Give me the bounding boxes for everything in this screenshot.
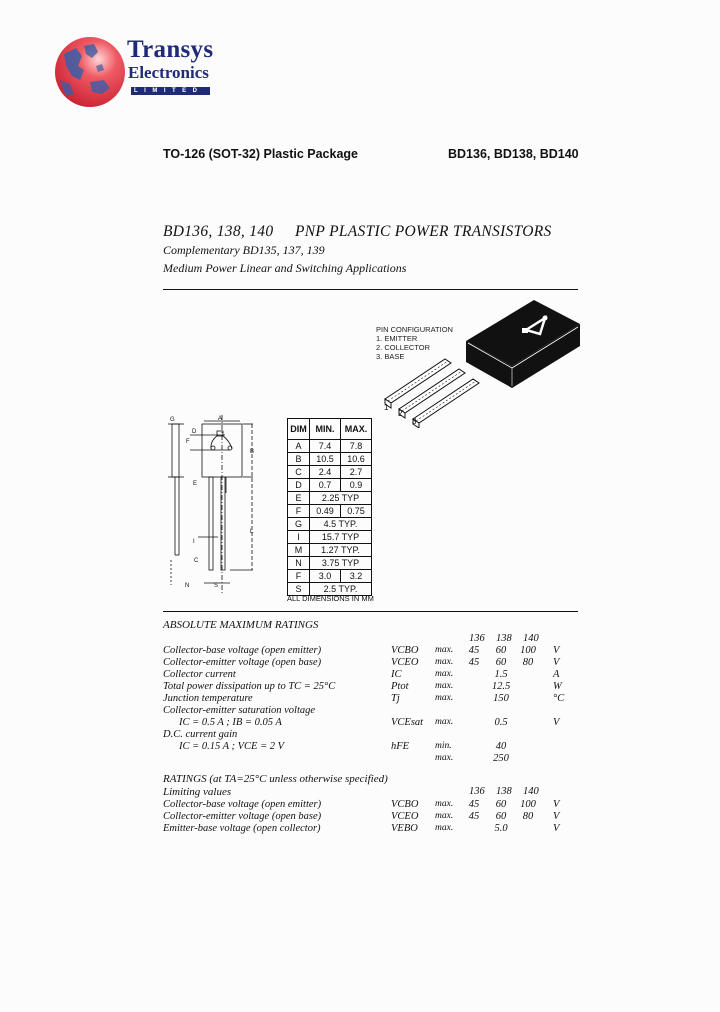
typ-cell: 1.27 TYP. [310,544,372,557]
rating-label: Emitter-base voltage (open collector) [163,823,321,834]
rating-value-140: 100 [520,645,536,656]
transistor-3d-drawing [380,296,580,428]
complementary-text: Complementary BD135, 137, 139 [163,243,325,257]
col-138: 138 [496,786,512,797]
dim-label-s: S [214,583,219,589]
dim-cell: A [288,440,310,453]
dim-cell: I [288,531,310,544]
max-cell: 10.6 [341,453,372,466]
dim-label-i: I [193,539,195,545]
rating-value-138: 60 [495,799,507,810]
rating-value-138: 60 [495,657,507,668]
rating-row [163,717,583,729]
rating-qualifier: max. [435,799,454,809]
lead-2-label: 2 [398,409,403,418]
rating-symbol: hFE [391,741,410,752]
logo-division: Electronics [128,63,209,82]
package-heading: TO-126 (SOT-32) Plastic Package [163,147,359,161]
rating-qualifier: max. [435,717,454,727]
table-row [288,544,372,557]
col-140: 140 [523,633,539,644]
rating-unit: V [553,717,560,728]
rating-label: Collector-emitter voltage (open base) [163,811,322,822]
rating-row [163,681,583,693]
divider-bottom [163,611,578,612]
col-140: 140 [523,786,539,797]
rating-label: Collector current [163,669,236,680]
col-138: 138 [496,633,512,644]
rating-symbol: VCEO [391,811,419,822]
dim-label-l: L [250,529,254,535]
dim-label-d: D [192,429,197,435]
rating-row [163,729,583,741]
max-cell: 0.9 [341,479,372,492]
rating-value: 0.5 [494,717,508,728]
rating-unit: A [553,669,560,680]
pin-config-title: PIN CONFIGURATION [376,325,453,334]
rating-unit: V [553,823,560,834]
rating-symbol: VCBO [391,799,419,810]
rating-value-138: 60 [495,645,507,656]
rating-symbol: IC [391,669,402,680]
rating-value-140: 80 [522,811,534,822]
rating-symbol: Tj [391,693,400,704]
max-cell: 7.8 [341,440,372,453]
rating-label: Collector-emitter saturation voltage [163,705,316,716]
rating-qualifier: max. [435,645,454,655]
dim-cell: G [288,518,310,531]
rating-row [163,645,583,657]
rating-value-136: 45 [468,799,480,810]
pin-3-label: 3. BASE [376,352,405,361]
dim-cell: E [288,492,310,505]
pin-1-label: 1. EMITTER [376,334,418,343]
ratings-subtitle: Limiting values [163,786,232,798]
rating-value: 5.0 [494,823,508,834]
rating-condition: IC = 0.15 A ; VCE = 2 V [179,741,285,752]
table-row [288,479,372,492]
rating-symbol: VCEO [391,657,419,668]
rating-row [163,693,583,705]
rating-symbol: VCBO [391,645,419,656]
rating-symbol: Ptot [391,681,409,692]
table-row [288,557,372,570]
rating-value-136: 45 [468,811,480,822]
dim-label-b: B [250,449,255,455]
rating-row [163,669,583,681]
dimensions-note: ALL DIMENSIONS IN MM [287,594,374,603]
rating-value: 250 [493,753,509,764]
dim-cell: N [288,557,310,570]
rating-value-136: 45 [468,657,480,668]
dim-cell: M [288,544,310,557]
application-text: Medium Power Linear and Switching Applications [163,261,407,275]
ratings-title: RATINGS (at TA=25°C unless otherwise specified) [163,773,388,785]
pin-2-label: 2. COLLECTOR [376,343,431,352]
min-cell: 7.4 [310,440,341,453]
table-row [288,453,372,466]
table-row [288,440,372,453]
rating-row [163,799,583,811]
max-cell: 3.2 [341,570,372,583]
dim-cell: C [288,466,310,479]
dim-cell: B [288,453,310,466]
col-136: 136 [469,786,485,797]
dim-cell: F [288,570,310,583]
rating-value: 1.5 [494,669,508,680]
rating-unit: V [553,645,560,656]
table-header-row [288,419,372,440]
min-cell: 0.49 [310,505,341,518]
rating-row [163,811,583,823]
rating-qualifier: max. [435,811,454,821]
lead-3-label: 3 [412,417,417,426]
rating-unit: V [553,657,560,668]
rating-value: 12.5 [491,681,511,692]
rating-label: D.C. current gain [163,729,238,740]
outline-drawing [160,415,280,605]
typ-cell: 4.5 TYP. [310,518,372,531]
table-row [288,505,372,518]
min-cell: 3.0 [310,570,341,583]
rating-qualifier: min. [435,741,452,751]
rating-qualifier: max. [435,681,454,691]
rating-row [163,705,583,717]
typ-cell: 15.7 TYP [310,531,372,544]
table-row [288,531,372,544]
globe-icon [54,36,126,108]
table-row [288,466,372,479]
rating-symbol: VCEsat [391,717,424,728]
rating-symbol: VEBO [391,823,418,834]
rating-value: 150 [493,693,509,704]
col-136: 136 [469,633,485,644]
rating-unit: V [553,811,560,822]
dim-label-n: N [185,583,190,589]
rating-unit: V [553,799,560,810]
rating-value-140: 80 [522,657,534,668]
dim-cell: F [288,505,310,518]
rating-label: Collector-base voltage (open emitter) [163,645,322,656]
divider-top [163,289,578,290]
logo-limited-badge: LIMITED [131,87,210,95]
rating-value-138: 60 [495,811,507,822]
max-cell: 2.7 [341,466,372,479]
abs-max-title: ABSOLUTE MAXIMUM RATINGS [163,619,319,631]
min-cell: 10.5 [310,453,341,466]
dim-label-e: E [193,481,198,487]
rating-qualifier: max. [435,669,454,679]
logo-company-name: Transys [127,36,214,63]
title-part-numbers: BD136, 138, 140 [163,223,274,240]
min-cell: 0.7 [310,479,341,492]
dim-cell: S [288,583,310,596]
rating-unit: °C [553,693,565,704]
dim-label-g: G [170,417,175,423]
header-min: MIN. [310,419,341,440]
rating-label: Collector-emitter voltage (open base) [163,657,322,668]
company-logo [54,36,126,108]
dim-label-f: F [186,439,190,445]
table-row [288,492,372,505]
rating-label: Junction temperature [163,693,253,704]
rating-row [163,657,583,669]
rating-label: Total power dissipation up to TC = 25°C [163,681,336,692]
typ-cell: 2.25 TYP [310,492,372,505]
rating-value: 40 [495,741,507,752]
rating-qualifier: max. [435,823,454,833]
rating-unit: W [553,681,562,692]
package-outline-icon [160,415,280,605]
header-dim: DIM [288,419,310,440]
transistor-package-icon [380,296,580,428]
rating-condition: IC = 0.5 A ; IB = 0.05 A [179,717,282,728]
rating-qualifier: max. [435,657,454,667]
rating-row [163,823,583,835]
typ-cell: 3.75 TYP [310,557,372,570]
table-row [288,518,372,531]
rating-label: Collector-base voltage (open emitter) [163,799,322,810]
rating-qualifier: max. [435,753,454,763]
rating-row [163,741,583,753]
typ-cell: 2.5 TYP. [310,583,372,596]
part-numbers-heading: BD136, BD138, BD140 [448,147,579,161]
dim-label-a: A [218,416,223,422]
rating-value-140: 100 [520,799,536,810]
table-row [288,570,372,583]
title-description: PNP PLASTIC POWER TRANSISTORS [295,223,552,240]
dim-label-c: C [194,558,199,564]
min-cell: 2.4 [310,466,341,479]
rating-value-136: 45 [468,645,480,656]
dim-cell: D [288,479,310,492]
rating-qualifier: max. [435,693,454,703]
dimensions-table [287,418,372,596]
lead-1-label: 1 [384,403,389,412]
rating-row [163,753,583,765]
max-cell: 0.75 [341,505,372,518]
header-max: MAX. [341,419,372,440]
